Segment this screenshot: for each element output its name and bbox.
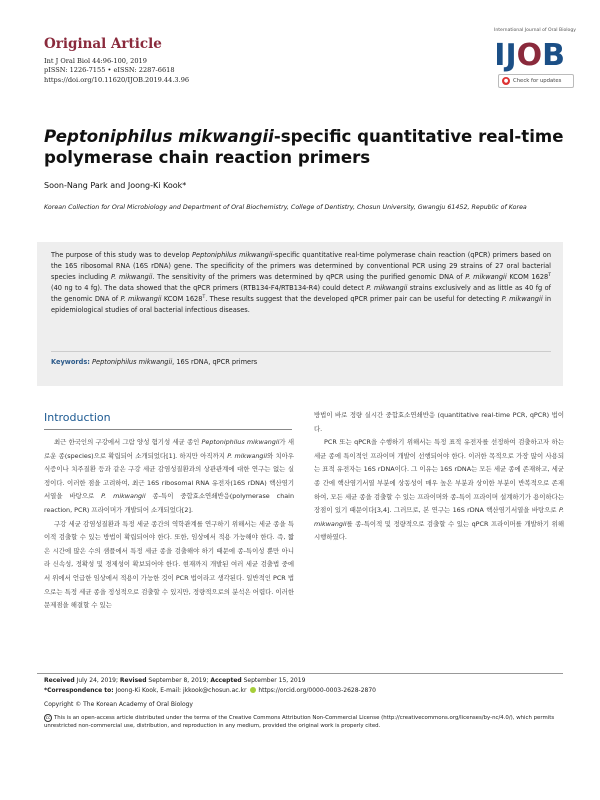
dates-line xyxy=(44,676,564,686)
species-name: P. mikwangii xyxy=(120,294,162,303)
citation: Int J Oral Biol 44:96-100, 2019 xyxy=(44,57,147,65)
abstract-seg: in epidemiological studies of oral bacterial infectious diseases. xyxy=(51,294,552,314)
article-title xyxy=(44,126,564,168)
keywords-rest: , 16S rDNA, qPCR primers xyxy=(172,358,258,366)
logo-text-right: B xyxy=(542,38,565,73)
species-name: P. mikwangii xyxy=(101,492,146,501)
license-body: This is an open-access article distributed under the terms of the Creative Commons Attribution Non-Commercial License (http://creativecommons.org/licenses/by-nc/4.0/), which permits unrestricted non-commercial use, distribution, and reproduction in any medium, provided the original work is properly cited. xyxy=(44,715,555,729)
title-species: Peptoniphilus mikwangii xyxy=(44,127,274,146)
accepted-label: Accepted xyxy=(210,677,242,684)
intro-paragraph-3 xyxy=(314,436,564,545)
abstract-seg: . These results suggest that the developed qPCR primer pair can be useful for detecting xyxy=(205,294,502,303)
intro-paragraph-2-cont: 방법이 바로 정량 실시간 중합효소연쇄반응 (quantitative real-time PCR, qPCR) 법이다. xyxy=(314,411,564,433)
accepted-date: September 15, 2019 xyxy=(241,677,306,684)
logo-text-mid: O xyxy=(516,38,543,73)
species-name: P. mikwangii xyxy=(227,451,268,460)
revised-label: Revised xyxy=(119,677,147,684)
intro-paragraph-1 xyxy=(44,436,294,518)
correspondence-line xyxy=(44,686,564,696)
check-updates-label: Check for updates xyxy=(513,78,562,84)
intro-paragraph-2: 구강 세균 감염성질환과 특정 세균 종간의 역학관계를 연구하기 위해서는 세균 종을 특이적 검출할 수 있는 방법이 확립되어야 한다. 또한, 임상에서 적용 가능해야 한다. 즉, 짧은 시간에 많은 수의 샘플에서 특정 세균 종을 검출해야 하기 때문에 종-특이성 뿐만 아니라 신속성, 정확성 및 경제성이 확보되어야 한다. 현재까지 개발된 여러 세균 검출법 중에서 위에서 언급한 임상에서 적용이 가능한 것이 PCR 법이라고 생각된다. 일반적인 PCR 법으로는 특정 세균 종을 정성적으로 검출할 수 있지만, 정량적으로의 분석은 어렵다. 이러한 문제점을 해결할 수 있는 xyxy=(44,519,294,610)
abstract-seg: -specific quantitative real-time polymerase chain reaction (qPCR) primers based on the 16S ribosomal RNA (16S rDNA) gene. The specificity of the primers was determined by conventional PCR using 29 strains of 27 oral bacterial species including xyxy=(51,251,552,281)
species-name: Peptoniphilus mikwangii xyxy=(201,438,280,446)
species-name: P. mikwangii xyxy=(314,506,564,528)
text-seg: 와 치아우식증이나 치주질환 등과 같은 구강 세균 감염성질환과의 상관관계에 대한 연구는 없는 실정이다. 이러한 점을 고려하여, 최근 16S ribosomal RNA 유전자(16S rDNA) 핵산염기서열을 바탕으로 xyxy=(44,451,294,501)
check-for-updates-button[interactable] xyxy=(498,74,574,88)
text-seg: 종-특이 중합효소연쇄반응(polymerase chain reaction, PCR) 프라이머가 개발되어 소개되었다[2]. xyxy=(44,492,294,514)
license-text xyxy=(44,714,556,730)
abstract-seg: . The sensitivity of the primers was determined by qPCR using the purified genomic DNA of xyxy=(152,272,466,281)
journal-name: International Journal of Oral Biology xyxy=(493,28,576,33)
title-rest-line1: -specific quantitative real-time xyxy=(273,127,564,146)
orcid-icon xyxy=(250,687,256,693)
abstract-seg: KCOM 1628 xyxy=(161,294,203,303)
update-badge-icon: ● xyxy=(503,78,509,84)
authors: Soon-Nang Park and Joong-Ki Kook* xyxy=(44,181,187,190)
type-strain-mark: T xyxy=(202,294,206,300)
text-seg: PCR 또는 qPCR을 수행하기 위해서는 특정 표적 유전자를 선정하여 검출하고자 하는 세균 종에 특이적인 프라이머 개발이 선행되어야 한다. 이러한 목적으로 가장 많이 사용되는 표적 유전자는 16S rDNA이다. 그 이유는 16S rDNA는 모든 세균 종에 존재하고, 세균 종 간에 핵산염기서열 부분에 상동성이 매우 높은 부분과 상이한 부분이 반복적으로 존재하여, 모든 세균 종을 검출할 수 있는 프라이머와 종-특이 프라이머 설계하기가 용이하다는 장점이 있기 때문이다[3,4]. 그러므로, 본 연구는 16S rDNA 핵산염기서열을 바탕으로 xyxy=(314,438,564,515)
species-name: P. mikwangii xyxy=(366,283,408,292)
creative-commons-icon: cc xyxy=(45,715,51,720)
keywords xyxy=(51,358,257,366)
keywords-label: Keywords: xyxy=(51,358,90,366)
title-line2: polymerase chain reaction primers xyxy=(44,148,371,167)
citation-block xyxy=(44,57,189,85)
issn: pISSN: 1226-7155 • eISSN: 2287-6618 xyxy=(44,66,175,75)
logo-text-left: IJ xyxy=(494,38,517,73)
orcid-link[interactable]: https://orcid.org/0000-0003-2628-2870 xyxy=(258,686,376,694)
species-name: P. mikwangii xyxy=(465,272,507,281)
doi-link[interactable]: https://doi.org/10.11620/IJOB.2019.44.3.96 xyxy=(44,75,190,84)
copyright: Copyright © The Korean Academy of Oral Biology xyxy=(44,701,193,708)
received-date: July 24, 2019; xyxy=(74,677,120,684)
affiliation: Korean Collection for Oral Microbiology and Department of Oral Biochemistry, College of Dentistry, Chosun University, Gwangju 61452, Republic of Korea xyxy=(44,204,527,211)
article-type-label: Original Article xyxy=(44,36,162,52)
abstract-seg: (40 ng to 4 fg). The data showed that the qPCR primers (RTB134-F4/RTB134-R4) could detect xyxy=(51,283,367,292)
species-name: P. mikwangii xyxy=(111,272,153,281)
text-seg: 가 새로운 종(species)으로 확립되어 소개되었다[1]. 하지만 아직까지 xyxy=(44,438,295,460)
footer-dates xyxy=(44,676,564,695)
abstract-seg: KCOM 1628 xyxy=(506,272,549,281)
correspondence-email[interactable]: Joong-Ki Kook, E-mail: jkkook@chosun.ac.kr xyxy=(113,686,247,694)
body-column-right xyxy=(314,409,564,545)
keyword-species: Peptoniphilus mikwangii xyxy=(92,358,173,366)
text-seg: 최근 한국인의 구강에서 그람 양성 혐기성 세균 종인 xyxy=(54,438,202,446)
received-label: Received xyxy=(44,677,75,684)
text-seg: 를 종-특이적 및 정량적으로 검출할 수 있는 qPCR 프라이머를 개발하기 위해 시행하였다. xyxy=(314,519,564,542)
abstract-text xyxy=(51,250,551,315)
section-divider xyxy=(44,429,292,430)
abstract-seg: The purpose of this study was to develop xyxy=(51,251,193,259)
footer-divider xyxy=(37,673,563,674)
abstract-seg: strains exclusively and as little as 40 fg of the genomic DNA of xyxy=(51,283,552,303)
revised-date: September 8, 2019; xyxy=(146,677,211,684)
correspondence-label: *Correspondence to: xyxy=(44,686,114,694)
species-name: P. mikwangii xyxy=(501,294,543,303)
body-column-left xyxy=(44,436,294,613)
species-name: Peptoniphilus mikwangii xyxy=(192,251,273,259)
keywords-divider xyxy=(51,351,551,352)
journal-logo xyxy=(494,38,565,73)
section-heading-introduction: Introduction xyxy=(44,411,111,424)
type-strain-mark: T xyxy=(548,272,552,278)
